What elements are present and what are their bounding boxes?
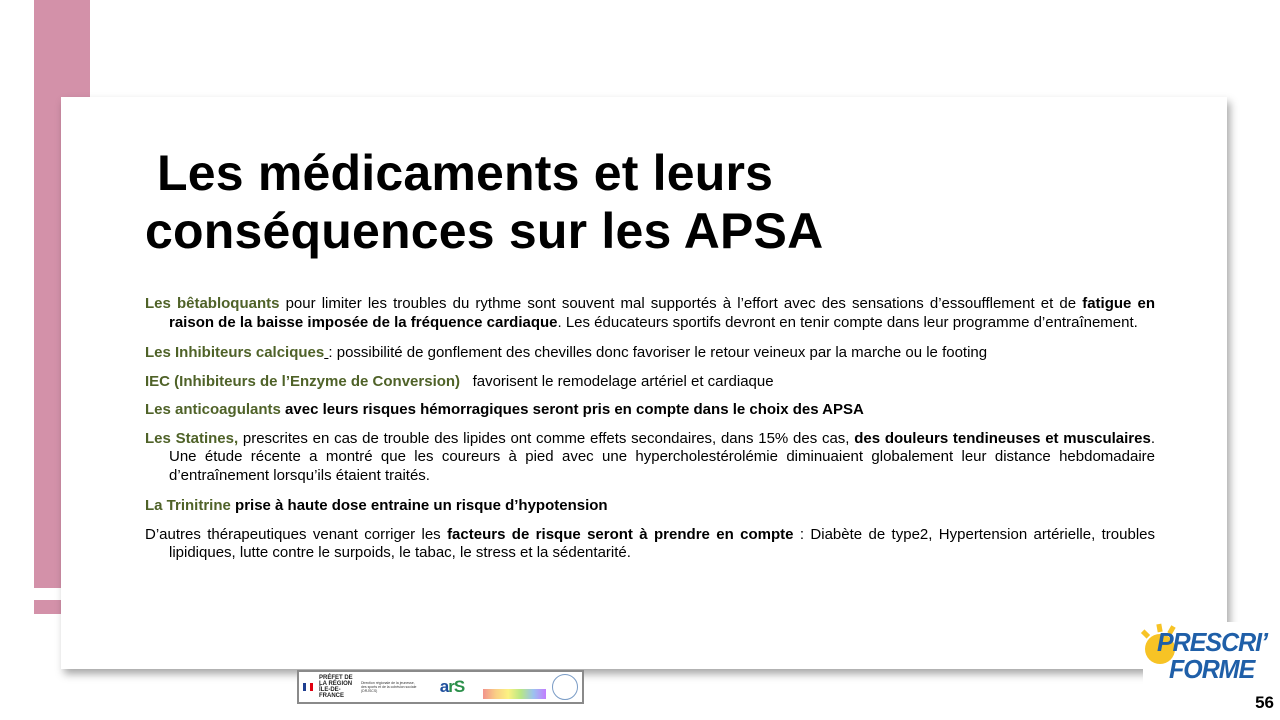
paragraph-trinitrine <box>145 497 1155 516</box>
text: : Diabète de type2, Hypertension artérielle, troubles lipidiques, lutte contre le surpoids, le tabac, le stress et la sédentarité. <box>169 525 1155 561</box>
text: prescrites en cas de trouble des lipides ont comme effets secondaires, dans 15% des cas, <box>238 429 855 447</box>
text: . Une étude récente a montré que les coureurs à pied avec une hypercholestérolémie diminuaient globalement leur distance hebdomadaire d’entraînement lorsqu’ils étaient traités. <box>169 429 1155 484</box>
prefet-logo-text: PRÉFET DE LA RÉGION ÎLE-DE-FRANCE <box>319 675 353 699</box>
term-statines: Les Statines, <box>145 429 239 447</box>
bold-text: des douleurs tendineuses et musculaires <box>854 429 1151 447</box>
term-trinitrine: La Trinitrine <box>145 497 231 514</box>
term-betabloquants: Les bêtabloquants <box>145 295 280 312</box>
seal-logo-icon <box>552 674 578 700</box>
bold-text: avec leurs risques hémorragiques seront pris en compte dans le choix des APSA <box>280 401 864 418</box>
term-iec: IEC (Inhibiteurs de l’Enzyme de Conversion) <box>145 372 461 390</box>
term-inhibiteurs-calciques: Les Inhibiteurs calciques <box>145 344 325 361</box>
text: favorisent le remodelage artériel et cardiaque <box>460 372 774 390</box>
slide-title <box>145 144 1045 260</box>
prescriforme-logo <box>1143 622 1268 700</box>
color-strip <box>483 689 546 699</box>
bold-text: facteurs de risque seront à prendre en compte <box>447 525 794 543</box>
bold-text: fatigue en raison de la baisse imposée de la fréquence cardiaque <box>169 295 1155 331</box>
text: . Les éducateurs sportifs devront en tenir compte dans leur programme d’entraînement. <box>557 313 1138 331</box>
text: pour limiter les troubles du rythme sont souvent mal supportés à l’effort avec des sensations d’essoufflement et de <box>279 295 1083 312</box>
drjscs-logo-text: Direction régionale de la jeunesse, des sports et de la cohésion sociale (DRJSCS) <box>361 681 417 693</box>
text: : possibilité de gonflement des chevilles donc favoriser le retour veineux par la marche ou le footing <box>328 344 988 361</box>
paragraph-anticoagulants <box>145 401 1155 420</box>
paragraph-inhibiteurs-calciques <box>145 344 1155 363</box>
text: D’autres thérapeutiques venant corriger les <box>145 525 448 543</box>
term-anticoagulants: Les anticoagulants <box>145 401 281 418</box>
paragraph-iec <box>145 373 1155 392</box>
bold-text: prise à haute dose entraine un risque d’hypotension <box>230 497 608 514</box>
slide-title-line2: conséquences sur les APSA <box>145 203 824 259</box>
french-flag-icon <box>303 683 313 691</box>
paragraph-statines <box>145 430 1155 486</box>
page-number: 56 <box>1255 693 1274 712</box>
ars-logo: arS <box>439 677 465 696</box>
slide-title-line1: Les médicaments et leurs <box>157 145 774 201</box>
partner-logos-banner <box>297 670 584 704</box>
paragraph-autres-therapeutiques <box>145 526 1155 563</box>
prescriforme-wordmark: PRESCRI’ FORME <box>1157 627 1268 685</box>
paragraph-betabloquants <box>145 295 1155 332</box>
slide-body <box>145 295 1155 575</box>
